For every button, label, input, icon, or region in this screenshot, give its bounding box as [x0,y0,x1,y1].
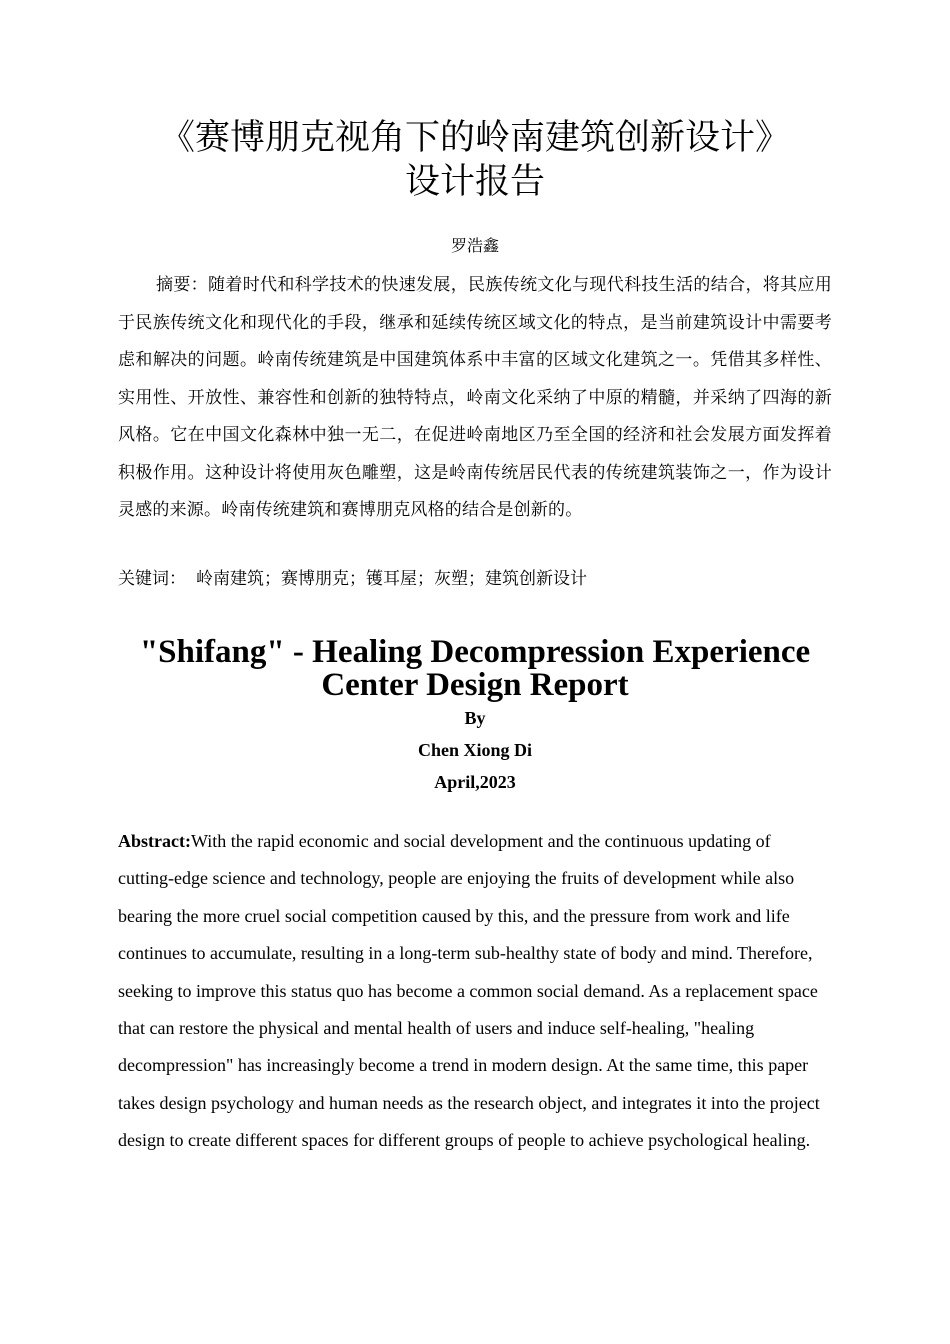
chinese-keywords-text: 岭南建筑；赛博朋克；镬耳屋；灰塑；建筑创新设计 [196,569,587,589]
english-title-line-1: "Shifang" - Healing Decompression Experience [139,634,811,670]
chinese-keywords [118,566,832,592]
chinese-keywords-label: 关键词： [118,569,186,589]
english-title [110,636,840,702]
english-abstract-label: Abstract: [118,831,191,851]
chinese-title [60,116,890,204]
english-date: April,2023 [434,772,516,792]
english-title-line-2: Center Design Report [321,667,629,703]
chinese-author: 罗浩鑫 [450,236,499,255]
english-abstract-text: With the rapid economic and social development and the continuous updating of cutting-edge science and technology, people are enjoying the fruits of development while also bearing the more cruel social competition caused by this, and the pressure from work and life continues to accumulate, resulting in a long-term sub-healthy state of body and mind. Therefore, seeking to improve this status quo has become a common social demand. As a replacement space that can restore the physical and mental health of users and induce self-healing, "healing decompression" has increasingly become a trend in modern design. At the same time, this paper takes design psychology and human needs as the research object, and integrates it into the project design to create different spaces for different groups of people to achieve psychological healing. [118,831,820,1151]
chinese-title-line-2: 设计报告 [404,162,545,202]
chinese-abstract-text: 随着时代和科学技术的快速发展，民族传统文化与现代科技生活的结合，将其应用于民族传统文化和现代化的手段，继承和延续传统区域文化的特点，是当前建筑设计中需要考虑和解决的问题。岭南传统建筑是中国建筑体系中丰富的区域文化建筑之一。凭借其多样性、实用性、开放性、兼容性和创新的独特特点，岭南文化采纳了中原的精髓，并采纳了四海的新风格。它在中国文化森林中独一无二，在促进岭南地区乃至全国的经济和社会发展方面发挥着积极作用。这种设计将使用灰色雕塑，这是岭南传统居民代表的传统建筑装饰之一，作为设计灵感的来源。岭南传统建筑和赛博朋克风格的结合是创新的。 [118,275,832,520]
english-by-line: By [464,708,486,728]
english-abstract [118,823,830,1160]
english-author: Chen Xiong Di [417,740,533,760]
chinese-title-line-1: 《赛博朋克视角下的岭南建筑创新设计》 [159,118,790,158]
chinese-abstract-label: 摘要： [156,275,209,295]
chinese-abstract [118,267,832,530]
